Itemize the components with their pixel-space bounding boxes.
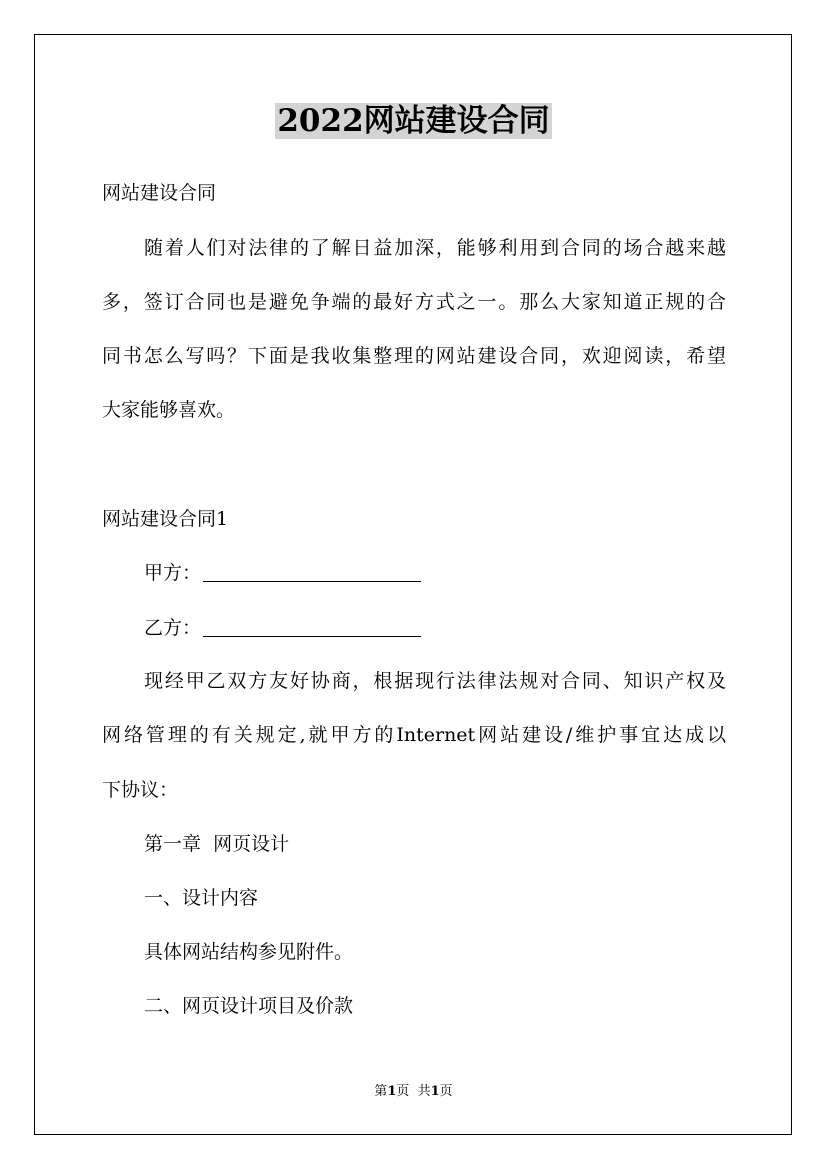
party-b-label: 乙方： xyxy=(144,617,202,639)
agreement-line-3: 下协议： xyxy=(102,779,179,801)
section-1-body: 具体网站结构参见附件。 xyxy=(144,941,354,963)
intro-line-1: 随着人们对法律的了解日益加深，能够利用到合同的场合越来越 xyxy=(144,237,726,259)
document-title-text: 2022网站建设合同 xyxy=(277,103,550,139)
section-2-heading: 二、网页设计项目及价款 xyxy=(144,995,354,1017)
party-b-line xyxy=(144,613,726,643)
subtitle: 网站建设合同 xyxy=(102,182,217,204)
document-title xyxy=(0,100,827,142)
footer-page-total: 1 xyxy=(430,1084,440,1099)
footer-page-number: 1 xyxy=(387,1084,397,1099)
footer-mid: 页 共 xyxy=(396,1084,431,1099)
party-a-line xyxy=(144,558,726,588)
intro-line-2: 多，签订合同也是避免争端的最好方式之一。那么大家知道正规的合 xyxy=(102,291,726,313)
party-a-label: 甲方： xyxy=(144,562,202,584)
footer-prefix: 第 xyxy=(374,1084,388,1099)
chapter-1-heading: 第一章 网页设计 xyxy=(144,833,290,855)
contract-heading: 网站建设合同1 xyxy=(102,508,229,530)
page-footer xyxy=(0,1083,827,1101)
agreement-line-1: 现经甲乙双方友好协商，根据现行法律法规对合同、知识产权及 xyxy=(144,670,726,692)
footer-suffix: 页 xyxy=(439,1084,453,1099)
agreement-line-2: 网络管理的有关规定,就甲方的Internet网站建设/维护事宜达成以 xyxy=(102,724,726,746)
section-1-heading: 一、设计内容 xyxy=(144,887,259,909)
party-a-blank[interactable] xyxy=(203,561,421,582)
intro-line-4: 大家能够喜欢。 xyxy=(102,399,236,421)
party-b-blank[interactable] xyxy=(203,616,421,637)
intro-line-3: 同书怎么写吗？下面是我收集整理的网站建设合同，欢迎阅读，希望 xyxy=(102,345,726,367)
